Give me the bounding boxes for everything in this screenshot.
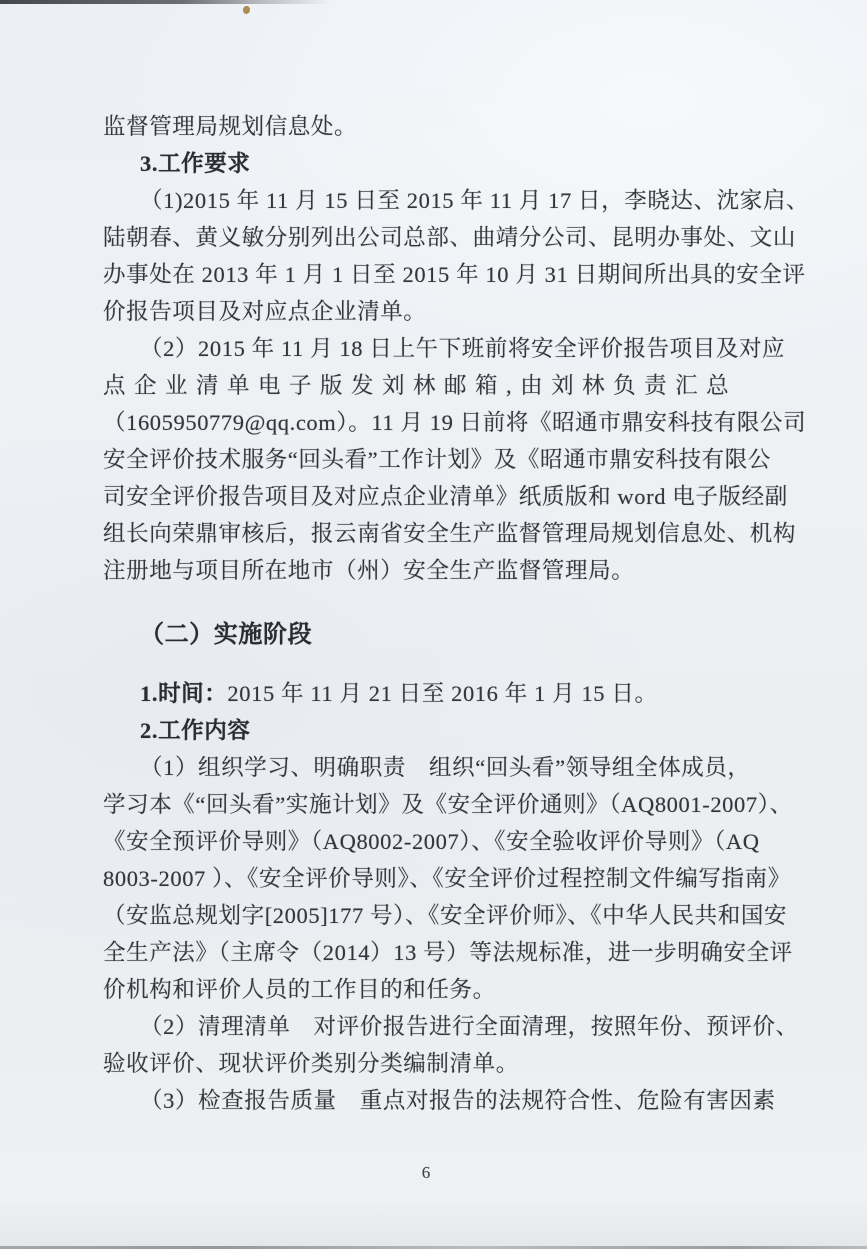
content-item2-line: （2）清理清单 对评价报告进行全面清理，按照年份、预评价、 <box>140 1014 799 1039</box>
time-value: 2015 年 11 月 21 日至 2016 年 1 月 15 日。 <box>227 681 658 706</box>
heading-work-requirements: 3.工作要求 <box>140 151 251 176</box>
paragraph-continuation-line: 监督管理局规划信息处。 <box>103 114 358 139</box>
page-number: 6 <box>421 1163 431 1182</box>
item2-line: 注册地与项目所在地市（州）安全生产监督管理局。 <box>103 558 635 583</box>
heading-work-content: 2.工作内容 <box>140 718 251 743</box>
scan-artifact-speck <box>243 6 250 14</box>
page-content <box>103 108 810 1119</box>
item1-line: （1)2015 年 11 月 15 日至 2015 年 11 月 17 日，李晓达、沈家启、 <box>140 188 810 213</box>
item2-line: 组长向荣鼎审核后，报云南省安全生产监督管理局规划信息处、机构 <box>103 521 797 546</box>
time-label: 1.时间： <box>140 681 228 706</box>
heading-implementation-stage: （二）实施阶段 <box>140 622 313 648</box>
item2-line: 安全评价技术服务“回头看”工作计划》及《昭通市鼎安科技有限公 <box>103 447 771 472</box>
content-item1-line: 学习本《“回头看”实施计划》及《安全评价通则》（AQ8001-2007）、 <box>103 792 793 817</box>
content-item1-line: 《安全预评价导则》（AQ8002-2007）、《安全验收评价导则》（AQ <box>103 829 760 854</box>
item1-line: 价报告项目及对应点企业清单。 <box>103 299 427 324</box>
item2-justified-line: 点企业清单电子版发刘林邮箱,由刘林负责汇总 <box>103 373 738 398</box>
content-item2-line: 验收评价、现状评价类别分类编制清单。 <box>103 1051 519 1076</box>
item2-line: 司安全评价报告项目及对应点企业清单》纸质版和 word 电子版经副 <box>103 484 788 509</box>
item1-line: 陆朝春、黄义敏分别列出公司总部、曲靖分公司、昆明办事处、文山 <box>103 225 797 250</box>
content-item1-line: 价机构和评价人员的工作目的和任务。 <box>103 977 496 1002</box>
content-item1-line: （1）组织学习、明确职责 组织“回头看”领导组全体成员， <box>140 755 751 780</box>
content-item1-line: 全生产法》（主席令（2014）13 号）等法规标准，进一步明确安全评 <box>103 940 793 965</box>
content-item1-line: （安监总规划字[2005]177 号）、《安全评价师》、《中华人民共和国安 <box>103 903 788 928</box>
time-line <box>103 675 795 712</box>
content-item3-line: （3）检查报告质量 重点对报告的法规符合性、危险有害因素 <box>140 1088 776 1113</box>
item2-line: （2）2015 年 11 月 18 日上午下班前将安全评价报告项目及对应 <box>140 336 786 361</box>
scan-artifact-top-edge <box>0 0 330 4</box>
item1-line: 办事处在 2013 年 1 月 1 日至 2015 年 10 月 31 日期间所出具的安全评 <box>103 262 806 287</box>
item2-line-email: （1605950779@qq.com）。11 月 19 日前将《昭通市鼎安科技有限公司 <box>103 410 807 435</box>
content-item1-line: 8003-2007 ）、《安全评价导则》、《安全评价过程控制文件编写指南》 <box>103 866 791 891</box>
